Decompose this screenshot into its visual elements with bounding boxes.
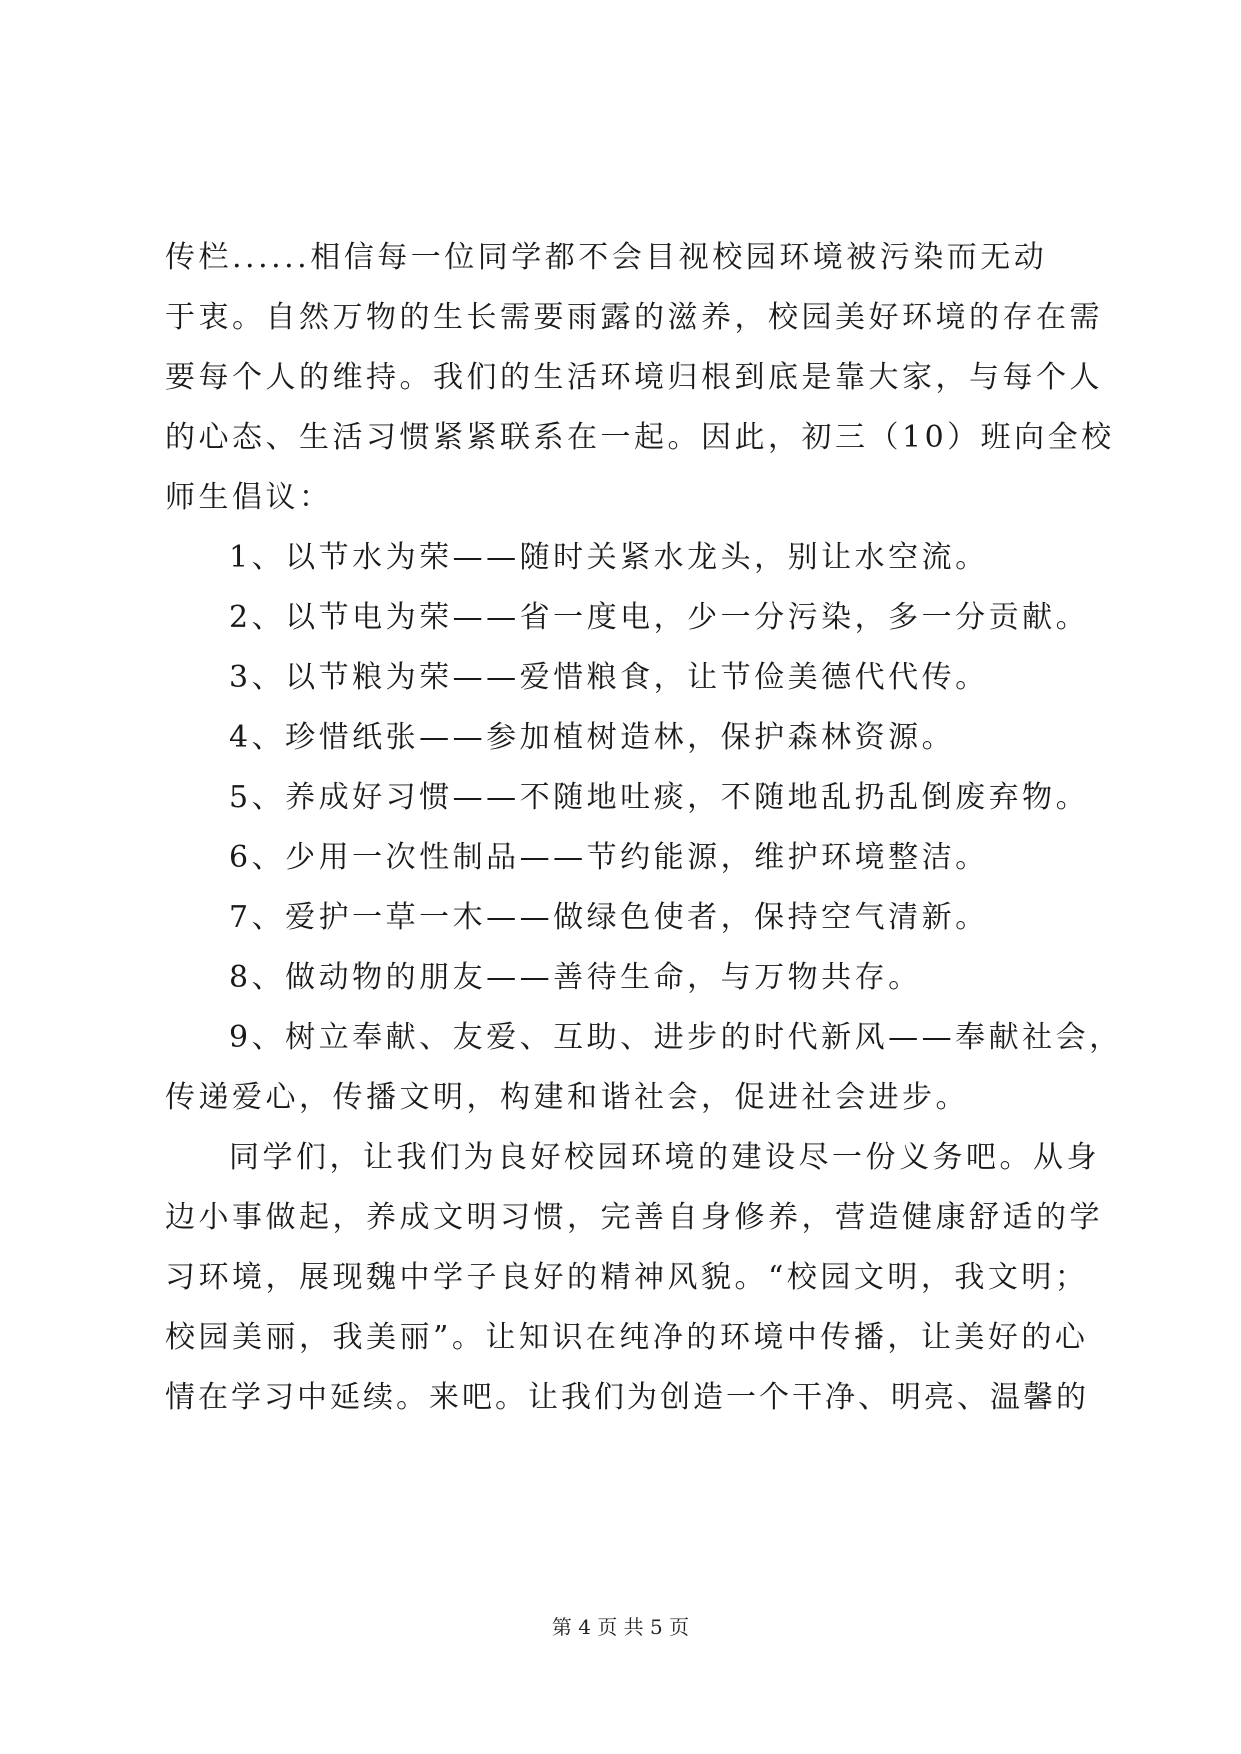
text-line: 师生倡议： <box>165 480 333 515</box>
proposal-item-1: 1、以节水为荣——随时关紧水龙头，别让水空流。 <box>229 540 989 575</box>
proposal-item-7: 7、爱护一草一木——做绿色使者，保持空气清新。 <box>229 900 989 935</box>
text-line: 习环境，展现魏中学子良好的精神风貌。“校园文明，我文明； <box>165 1260 1089 1295</box>
text-line: 边小事做起，养成文明习惯，完善自身修养，营造健康舒适的学 <box>165 1200 1103 1235</box>
text-line: 的心态、生活习惯紧紧联系在一起。因此，初三（10）班向全校 <box>165 420 1115 455</box>
proposal-item-2: 2、以节电为荣——省一度电，少一分污染，多一分贡献。 <box>229 600 1090 635</box>
text-line: 于衷。自然万物的生长需要雨露的滋养，校园美好环境的存在需 <box>165 300 1103 335</box>
text-line: 传递爱心，传播文明，构建和谐社会，促进社会进步。 <box>165 1080 969 1115</box>
text-line: 同学们，让我们为良好校园环境的建设尽一份义务吧。从身 <box>229 1140 1100 1175</box>
text-line: 校园美丽，我美丽”。让知识在纯净的环境中传播，让美好的心 <box>165 1320 1089 1355</box>
document-body <box>165 228 1123 1428</box>
page-footer: 第 4 页 共 5 页 <box>551 1615 690 1639</box>
proposal-item-9: 9、树立奉献、友爱、互助、进步的时代新风——奉献社会， <box>229 1020 1123 1055</box>
proposal-item-8: 8、做动物的朋友——善待生命，与万物共存。 <box>229 960 922 995</box>
proposal-item-3: 3、以节粮为荣——爱惜粮食，让节俭美德代代传。 <box>229 660 989 695</box>
text-line: 传栏......相信每一位同学都不会目视校园环境被污染而无动 <box>165 240 1048 275</box>
proposal-item-6: 6、少用一次性制品——节约能源，维护环境整洁。 <box>229 840 989 875</box>
proposal-item-4: 4、珍惜纸张——参加植树造林，保护森林资源。 <box>229 720 956 755</box>
text-line: 情在学习中延续。来吧。让我们为创造一个干净、明亮、温馨的 <box>165 1380 1089 1415</box>
proposal-item-5: 5、养成好习惯——不随地吐痰，不随地乱扔乱倒废弃物。 <box>229 780 1090 815</box>
text-line: 要每个人的维持。我们的生活环境归根到底是靠大家，与每个人 <box>165 360 1103 395</box>
